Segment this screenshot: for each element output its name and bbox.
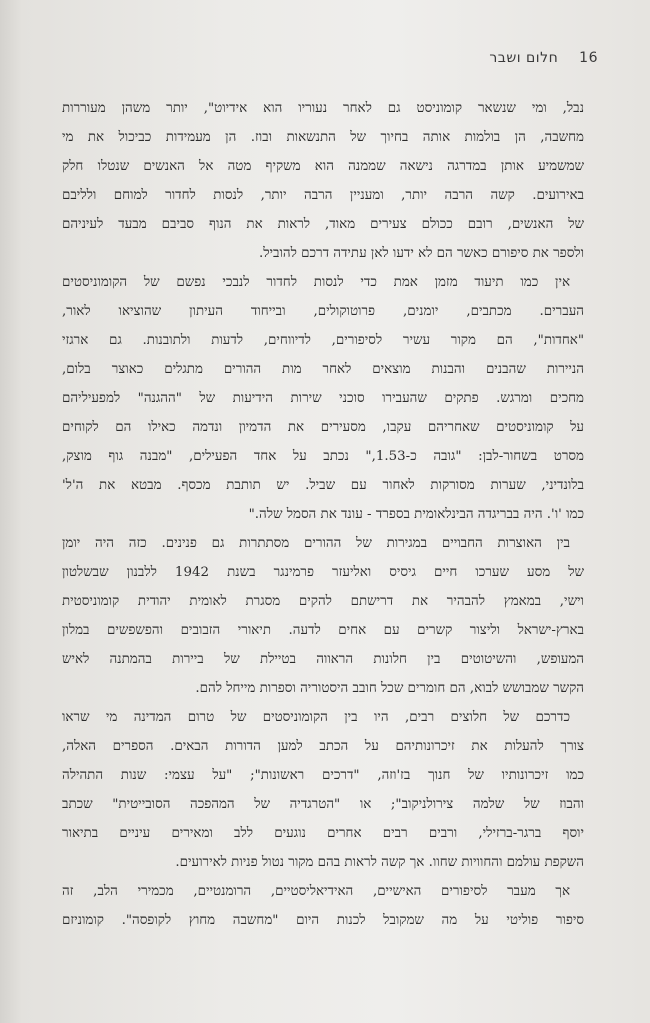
text-line: צורך להעלות את זיכרונותיהם על הכתב למען הדורות הבאים. הספרים האלה, [62,739,584,754]
text-line: על קומוניסטים שאחריהם עקבו, מסעירים את הדמיון ונדמה כאילו הם לקוחים [62,420,584,435]
text-line: של מסע שערכו חיים גיסיס ואליעזר פרמינגר בשנת 1942 ללבנון שבשלטון [62,565,584,580]
text-line: יוסף ברגר-ברזילי, ורבים רבים אחרים נוגעים ללב ומאירים עיניים בתיאור [62,826,584,841]
text-line: אך מעבר לסיפורים האישיים, האידיאליסטיים, הרומנטיים, מכמירי הלב, זה [62,884,570,899]
text-line: וישי, במאמץ להבהיר את דרישתם להקים מסגרת לאומית יהודית קומוניסטית [62,594,584,609]
paragraph [62,268,584,529]
text-line: מסרט בשחור-לבן: "גובה כ-1.53," נכתב על אחד הפעילים, "מבנה גוף מוצק, [62,449,584,464]
paragraph [62,94,584,268]
text-line: באירועים. קשה הרבה יותר, ומעניין הרבה יותר, לנסות לחדור למוחם ולליבם [62,188,584,203]
text-line: בלונדיני, שערות מסורקות לאחור עם שביל. יש תותבת מכסף. מבטא את ה'ל' [62,478,584,493]
text-line: כמו זיכרונותיו של חנוך בז'וזה, "דרכים ראשונות"; "על עצמי: שנות התהילה [62,768,584,783]
text-line: הקשר שמבושש לבוא, הם חומרים שכל חובב היסטוריה וספרות מייחל להם. [195,681,584,696]
text-line: נבל, ומי שנשאר קומוניסט גם לאחר נעוריו הוא אידיוט", יותר משהן מעוררות [62,101,584,116]
text-line: "אחדות", הם מקור עשיר לסיפורים, לדיווחים, לדעות ולתובנות. גם ארגזי [62,333,584,348]
text-line: הניירות שהבנים והבנות מוצאים לאחר מות ההורים מתגלים כאוצר בלום, [62,362,584,377]
text-line: סיפור פוליטי על מה שמקובל לכנות היום "מחשבה מחוץ לקופסה". קומוניזם [62,913,584,928]
text-line: שמשמיע אותן במדרגה נישאה שממנה הוא משקיף מטה אל האנשים שנטלו חלק [62,159,584,174]
text-line: של האנשים, רובם ככולם צעירים מאוד, לראות את הנוף סביבם מבעד לעיניהם [62,217,584,232]
paragraph [62,877,584,935]
body-text [62,94,584,935]
paragraph [62,703,584,877]
text-line: בין האוצרות החבויים במגירות של ההורים מסתתרות גם פנינים. כזה היה יומן [62,536,570,551]
text-line: כמו 'ו'. היה בבריגדה הבינלאומית בספרד - עונד את הסמל שלה." [248,507,584,522]
text-line: העברים. מכתבים, יומנים, פרוטוקולים, ובייחוד העיתון שהוציאו לאור, [62,304,584,319]
text-line: ולספר את סיפורם כאשר הם לא ידעו לאן עתידה דרכם להוביל. [258,246,584,261]
page-number: 16 [579,50,598,66]
text-line: מחשבה, הן בולמות אותה בחיוך של התנשאות ובוז. הן מעמידות כביכול את מי [62,130,584,145]
text-line: אין כמו תיעוד מזמן אמת כדי לנסות לחדור לנבכי נפשם של הקומוניסטים [62,275,570,290]
text-line: השקפת עולמם והחוויות שחוו. אך קשה לראות בהם מקור נטול פניות לאירועים. [175,855,584,870]
text-line: המעופש, והשיטוטים בין חלונות הראווה בטיילת של ביירות בהמתנה לאיש [62,652,584,667]
running-title: חלום ושבר [489,50,559,66]
binding-shadow [0,0,22,1023]
text-line: והבוז של שלמה צירולניקוב"; או "הטרגדיה של המהפכה הסובייטית" שכתב [62,797,584,812]
text-line: בארץ-ישראל וליצור קשרים עם אחים לדעה. תיאורי הזבובים והפשפשים במלון [62,623,584,638]
running-header [489,50,598,66]
text-line: כדרכם של חלוצים רבים, היו בין הקומוניסטים של טרום המדינה מי שראו [62,710,570,725]
text-line: מחכים ומרגש. פתקים שהעבירו סוכני שירות הידיעות של "ההגנה" למפעיליהם [62,391,584,406]
paragraph [62,529,584,703]
